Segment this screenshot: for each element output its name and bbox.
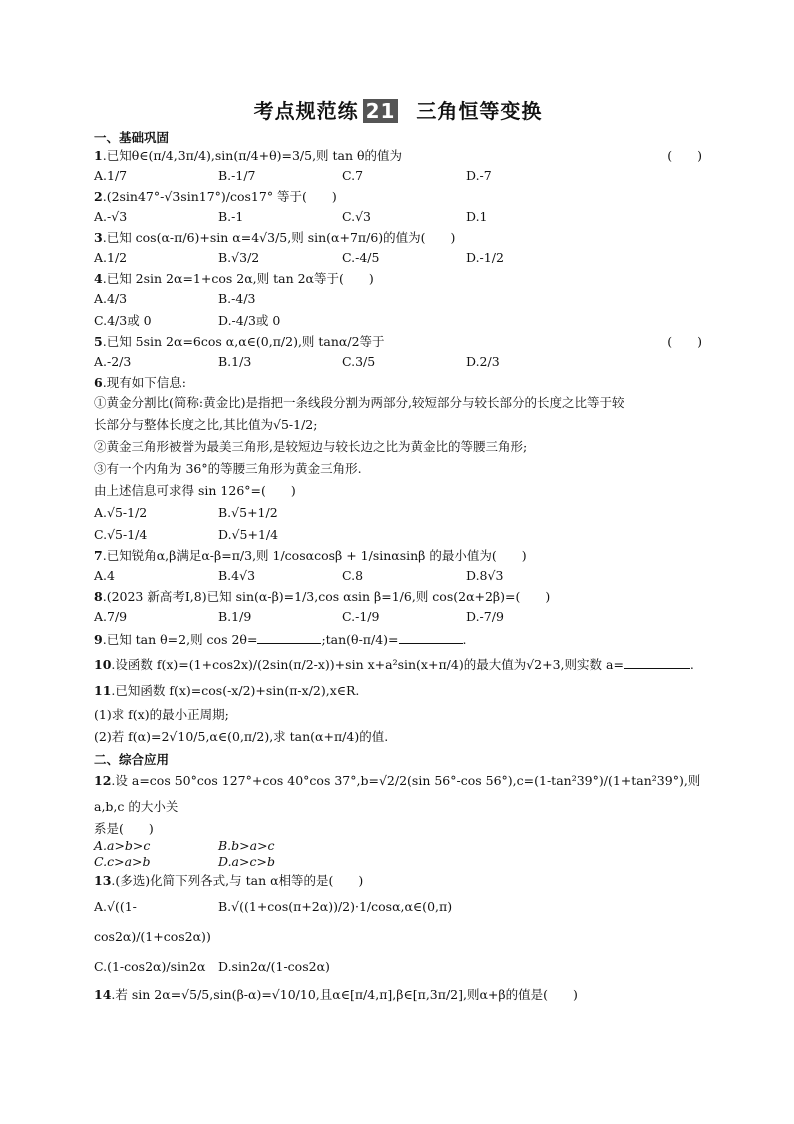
option: A.4 xyxy=(94,568,115,583)
options-1 xyxy=(94,165,702,187)
q6-line-3: ②黄金三角形被誉为最美三角形,是较短边与较长边之比为黄金比的等腰三角形; xyxy=(94,439,528,454)
options-12-row2 xyxy=(94,854,702,870)
option: A.1/2 xyxy=(94,250,128,265)
question-3: 3.已知 cos(α-π/6)+sin α=4√3/5,则 sin(α+7π/6)的值为( ) xyxy=(94,230,456,245)
question-12: 12.设 a=cos 50°cos 127°+cos 40°cos 37°,b=√2/2(sin 56°-cos 56°),c=(1-tan²39°)/(1+tan²39°),则 a,b,c 的大小关 xyxy=(94,773,701,814)
q6-line-2: 长部分与整体长度之比,其比值为√5-1/2; xyxy=(94,417,318,432)
options-2 xyxy=(94,206,702,228)
question-4: 4.已知 2sin 2α=1+cos 2α,则 tan 2α等于( ) xyxy=(94,271,374,286)
option: D.a>c>b xyxy=(218,854,275,869)
option: D.-7/9 xyxy=(466,609,504,624)
question-11: 11.已知函数 f(x)=cos(-x/2)+sin(π-x/2),x∈R. xyxy=(94,683,360,698)
option: D.√5+1/4 xyxy=(218,527,279,542)
options-13-row2 xyxy=(94,952,702,982)
question-13: 13.(多选)化简下列各式,与 tan α相等的是( ) xyxy=(94,873,364,888)
q11-part-1: (1)求 f(x)的最小正周期; xyxy=(94,707,229,722)
question-1: 1.已知θ∈(π/4,3π/4),sin(π/4+θ)=3/5,则 tan θ的值为 ( ) xyxy=(94,148,702,163)
question-8: 8.(2023 新高考Ⅰ,8)已知 sin(α-β)=1/3,cos αsin β=1/6,则 cos(2α+2β)=( ) xyxy=(94,589,551,604)
section-basic: 一、基础巩固 xyxy=(94,130,170,145)
option: C.-4/5 xyxy=(342,250,380,265)
q6-line-4: ③有一个内角为 36°的等腰三角形为黄金三角形. xyxy=(94,461,362,476)
option: D.-4/3或 0 xyxy=(218,313,281,328)
options-13-row1 xyxy=(94,892,702,952)
option: D.2/3 xyxy=(466,354,500,369)
option: B.√5+1/2 xyxy=(218,505,278,520)
q11-part-2: (2)若 f(α)=2√10/5,α∈(0,π/2),求 tan(α+π/4)的值. xyxy=(94,729,389,744)
option: D.-7 xyxy=(466,168,492,183)
options-4-row1 xyxy=(94,288,702,310)
option: B.√((1+cos(π+2α))/2)·1/cosα,α∈(0,π) xyxy=(218,899,453,914)
option: B.b>a>c xyxy=(218,838,275,853)
section-comprehensive: 二、综合应用 xyxy=(94,752,170,767)
options-12-row1 xyxy=(94,838,702,854)
option: C.3/5 xyxy=(342,354,376,369)
option: A.√((1-cos2α)/(1+cos2α)) xyxy=(94,899,211,944)
option: D.8√3 xyxy=(466,568,504,583)
question-6: 6.现有如下信息: xyxy=(94,375,186,390)
answer-paren: ( ) xyxy=(667,334,702,349)
option: A.a>b>c xyxy=(94,838,151,853)
option: C.c>a>b xyxy=(94,854,151,869)
q6-line-1: ①黄金分割比(简称:黄金比)是指把一条线段分割为两部分,较短部分与较长部分的长度之比等于较 xyxy=(94,395,625,410)
options-6-row2 xyxy=(94,524,702,546)
option: C.-1/9 xyxy=(342,609,380,624)
q6-line-5: 由上述信息可求得 sin 126°=( ) xyxy=(94,483,296,498)
options-5 xyxy=(94,351,702,373)
page-title: 考点规范练 21 三角恒等变换 xyxy=(253,99,543,123)
question-9: 9.已知 tan θ=2,则 cos 2θ= ;tan(θ-π/4)= . xyxy=(94,632,467,647)
option: C.7 xyxy=(342,168,364,183)
options-7 xyxy=(94,565,702,587)
option: D.-1/2 xyxy=(466,250,504,265)
option: B.-1/7 xyxy=(218,168,256,183)
option: C.8 xyxy=(342,568,364,583)
option: B.√3/2 xyxy=(218,250,260,265)
answer-blank[interactable] xyxy=(399,643,463,644)
options-6-row1 xyxy=(94,502,702,524)
option: A.-√3 xyxy=(94,209,128,224)
option: D.1 xyxy=(466,209,488,224)
option: A.7/9 xyxy=(94,609,128,624)
answer-blank[interactable] xyxy=(257,643,321,644)
q12-line-2: 系是( ) xyxy=(94,821,154,836)
options-3 xyxy=(94,247,702,269)
option: C.√5-1/4 xyxy=(94,527,148,542)
option: A.4/3 xyxy=(94,291,128,306)
option: C.4/3或 0 xyxy=(94,313,152,328)
option: B.1/3 xyxy=(218,354,252,369)
question-10: 10.设函数 f(x)=(1+cos2x)/(2sin(π/2-x))+sin x+a²sin(x+π/4)的最大值为√2+3,则实数 a= . xyxy=(94,657,694,672)
option: D.sin2α/(1-cos2α) xyxy=(218,959,330,974)
option: B.-4/3 xyxy=(218,291,256,306)
option: A.-2/3 xyxy=(94,354,132,369)
option: A.1/7 xyxy=(94,168,128,183)
options-8 xyxy=(94,606,702,628)
option: C.(1-cos2α)/sin2α xyxy=(94,959,206,974)
worksheet-page xyxy=(94,96,702,1008)
option: B.-1 xyxy=(218,209,244,224)
lesson-number-badge: 21 xyxy=(363,99,399,123)
options-4-row2 xyxy=(94,310,702,332)
question-5: 5.已知 5sin 2α=6cos α,α∈(0,π/2),则 tanα/2等于 ( ) xyxy=(94,334,702,349)
question-2: 2.(2sin47°-√3sin17°)/cos17° 等于( ) xyxy=(94,189,337,204)
option: C.√3 xyxy=(342,209,372,224)
option: B.1/9 xyxy=(218,609,252,624)
option: B.4√3 xyxy=(218,568,256,583)
answer-blank[interactable] xyxy=(624,668,690,669)
option: A.√5-1/2 xyxy=(94,505,148,520)
question-7: 7.已知锐角α,β满足α-β=π/3,则 1/cosαcosβ + 1/sinαsinβ 的最小值为( ) xyxy=(94,548,527,563)
question-14: 14.若 sin 2α=√5/5,sin(β-α)=√10/10,且α∈[π/4,π],β∈[π,3π/2],则α+β的值是( ) xyxy=(94,987,578,1002)
answer-paren: ( ) xyxy=(667,148,702,163)
